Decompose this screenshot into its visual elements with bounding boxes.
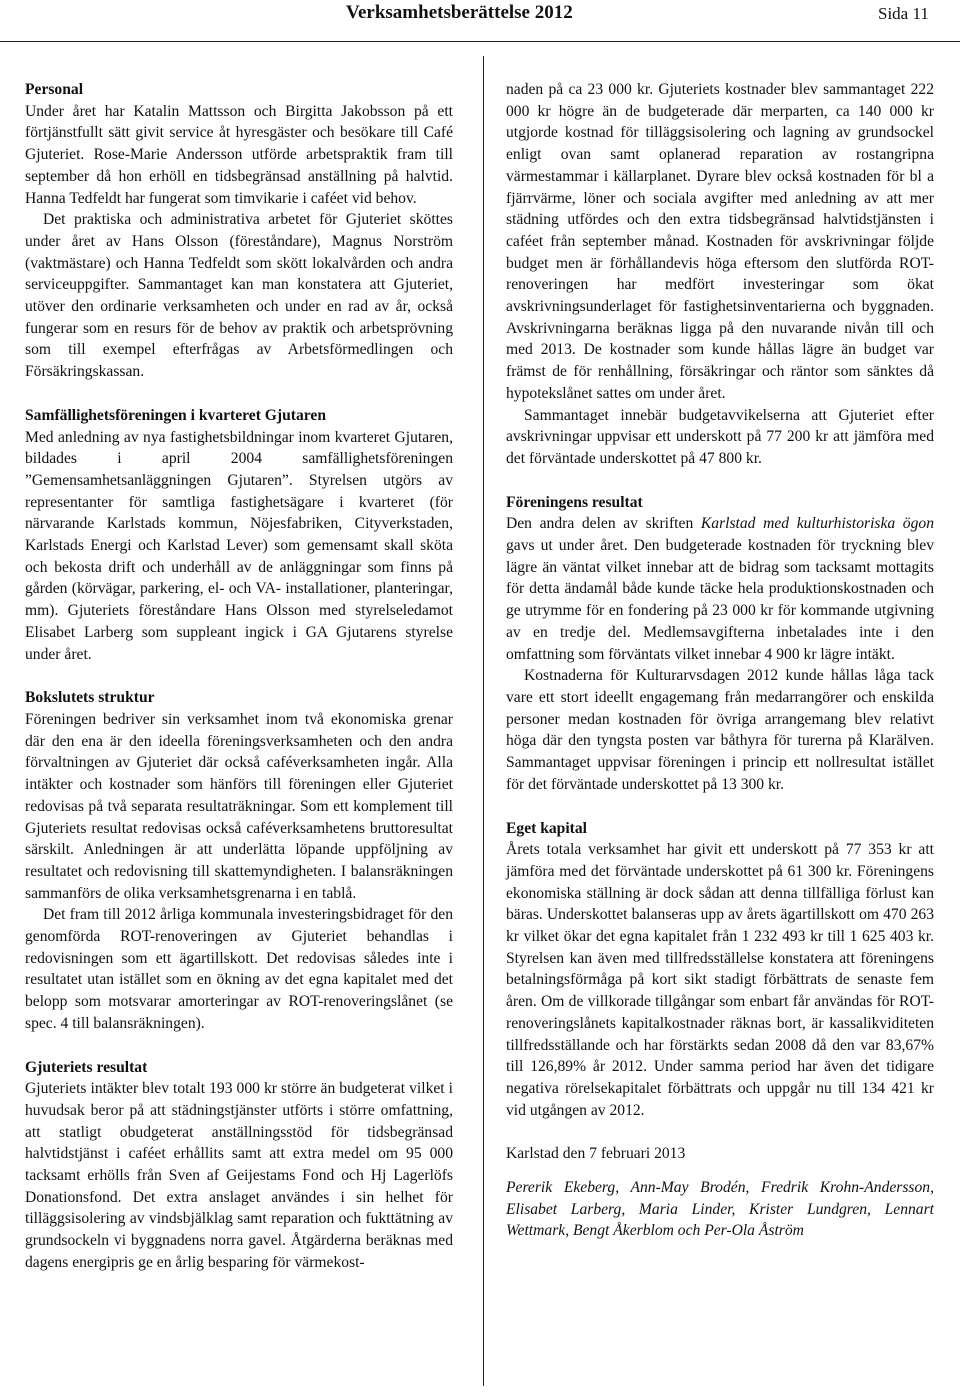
paragraph-personal-1: Under året har Katalin Mattsson och Birgitta Jakobsson på ett förtjänstfullt sätt givit service åt hyresgäster och besökare till Café Gjuteriet. Rose-Marie Andersson utförde arbetspraktik fram till september då hon erhöll en tidsbegränsad anställning på halvtid. Hanna Tedfeldt har fungerat som timvikarie i caféet vid behov. [25,102,453,207]
paragraph-gjuteriets-resultat-cont: naden på ca 23 000 kr. Gjuteriets kostnader blev sammantaget 222 000 kr högre än de budgeterade där merparten, ca 140 000 kr utgjorde kostnad för tilläggsisolering och lagning av grundsockel enligt ovan samt oplanerad reparation av rostangripna värmestammar i källarplanet. Dyrare blev också kostnaden för bl a fjärrvärme, löner och sociala avgifter med anledning av att mer städning utfördes och den extra tidsbegränsad halvtidstjänsten i caféet från september månad. Kostnaden för avskrivningar följde budget men är förhållandevis höga eftersom den slutförda ROT-renoveringen har medfört investeringar som ökat avskrivningsunderlaget för fastighetsinventarierna och byggnaden. Avskrivningarna beräknas ligga på den nuvarande nivån till och med 2013. De kostnader som kunde hållas lägre än budget var främst de för renhållning, försäkringar och räntor som sänktes då hypotekslånet sattes om under året. [506,81,934,402]
right-column [506,79,934,1242]
header-rule [0,41,960,42]
publication-title: Karlstad med kulturhistoriska ögon [700,515,934,533]
text-run: gavs ut under året. Den budgeterade kostnaden för tryckning blev lägre än väntat vilket innebar att de bidrag som tacksamt mottagits för detta ändamål både kunde täcke hela produktionskostnaden och ge utrymme för en fondering på 23 000 kr för kommande utgivning av en tredje del. Medlemsavgifterna inbetalades inte i den omfattning som förväntats vilket innebar 4 900 kr lägre intäkt. [506,537,934,663]
document-title: Verksamhetsberättelse 2012 [346,2,573,23]
paragraph-gjuteriets-resultat-1: Gjuteriets intäkter blev totalt 193 000 kr större än budgeterat vilket i huvudsak beror på att städningstjänster utförts i större omfattning, att statligt obudgeterat anställningsstöd för tidsbegränsad halvtidstjänst i caféet erhållits samt att extra medel om 95 000 tacksamt erhölls från Sven af Geijestams Fond och Hj Lagerlöfs Donationsfond. Det extra anslaget användes i sin helhet för tilläggsisolering av vindsbjälklag samt reparation och fukttätning av grundsockeln vi byggnadens norra gavel. Åtgärderna beräknas med dagens energipris ge en årlig besparing för värmekost- [25,1080,453,1271]
text-run: Den andra delen av skriften [506,515,701,533]
section-heading-foreningens-resultat: Föreningens resultat [506,493,643,511]
paragraph-eget-kapital-1: Årets totala verksamhet har givit ett underskott på 77 353 kr att jämföra med det förväntade underskottet på 61 300 kr. Föreningens ekonomiska ställning är dock sådan att denna tillfälliga förlust kan bäras. Underskottet balanseras upp av årets ägartillskott om 470 263 kr vilket ökar det egna kapitalet från 1 232 493 kr till 1 625 403 kr. Styrelsen kan även med tillfredsställelse konstatera att föreningens betalningsförmåga på kort sikt stadigt förbättrats de senaste fem åren. Om de villkorade tillgångar som enbart får användas för ROT-renoveringslånets kapitalkostnader räknas bort, är kassalikviditeten tillfredsställande och har förstärkts sedan 2008 då den var 83,67% till 126,89% år 2012. Under samma period har även det tidigare negativa rörelsekapitalet förbättrats och uppgår nu till 134 421 kr vid utgången av 2012. [506,841,934,1119]
place-and-date: Karlstad den 7 februari 2013 [506,1145,686,1163]
paragraph-bokslut-1: Föreningen bedriver sin verksamhet inom två ekonomiska grenar där den ena är den ideella föreningsverksamheten och den andra förvaltningen av Gjuteriet där också caféverksamheten ingår. Alla intäkter och kostnader som hänförs till föreningen eller Gjuteriet redovisas på två separata resultaträkningar. Som ett komplement till Gjuteriets resultat redovisas också caféverksamhetens bruttoresultat särskilt. Anledningen är att underlätta löpande uppföljning av resultatet och redovisning till skattemyndigheten. I balansräkningen sammanförs de olika verksamhetsgrenarna i en tablå. [25,710,453,902]
section-heading-bokslut: Bokslutets struktur [25,689,155,707]
column-divider [483,56,484,1386]
paragraph-foreningens-resultat-1 [506,513,934,665]
paragraph-foreningens-resultat-2: Kostnaderna för Kulturarvsdagen 2012 kunde hållas låga tack vare ett stort ideellt engagemang från medarrangörer och enskilda personer medan kostnaden för övriga arrangemang blev relativt höga där den tyngsta posten var båthyra för turerna på Klarälven. Sammantaget uppvisar föreningen i princip ett nollresultat istället för det förväntade underskottet på 13 300 kr. [506,667,934,793]
section-heading-samfallighet: Samfällighetsföreningen i kvarteret Gjutaren [25,406,327,424]
section-heading-personal: Personal [25,81,84,98]
section-heading-eget-kapital: Eget kapital [506,819,588,837]
section-heading-gjuteriets-resultat: Gjuteriets resultat [25,1058,148,1076]
page-number: Sida 11 [878,4,929,23]
paragraph-bokslut-2: Det fram till 2012 årliga kommunala investeringsbidraget för den genomförda ROT-renoveringen av Gjuteriet behandlas i redovisningen som ett ägartillskott. Det redovisas således inte i resultatet utan istället som en ökning av det egna kapitalet med det belopp som motsvarar amorteringar av ROT-renoveringslånet (se spec. 4 till balansräkningen). [25,906,453,1032]
signatures: Pererik Ekeberg, Ann-May Brodén, Fredrik Krohn-Andersson, Elisabet Larberg, Maria Linder, Krister Lundgren, Lennart Wettmark, Bengt Åkerblom och Per-Ola Åström [506,1179,934,1240]
page-header [0,0,960,48]
paragraph-samfallighet-1: Med anledning av nya fastighetsbildningar inom kvarteret Gjutaren, bildades i april 2004 samfällighetsföreningen ”Gemensamhetsanläggningen Gjutaren”. Styrelsen utgörs av representanter för samtliga fastighetsägare i kvarteret (för närvarande Karlstads kommun, Nöjesfabriken, Cityverkstaden, Karlstads Energi och Karlstad Lever) som gemensamt skall sköta och bekosta drift och underhåll av de anläggningar som finns på gården (körvägar, parkering, el- och VA- installationer, planteringar, mm). Gjuteriets föreståndare Hans Olsson med styrelseledamot Elisabet Larberg som suppleant ingick i GA Gjutarens styrelse under året. [25,428,453,663]
paragraph-gjuteriets-resultat-2: Sammantaget innebär budgetavvikelserna att Gjuteriet efter avskrivningar uppvisar ett underskott på 77 200 kr att jämföra med det förväntade underskottet på 47 800 kr. [506,406,934,467]
paragraph-personal-2: Det praktiska och administrativa arbetet för Gjuteriet sköttes under året av Hans Olsson (föreståndare), Magnus Norström (vaktmästare) och Hanna Tedfeldt som skött lokalvården och andra serviceuppgifter. Sammantaget kan man konstatera att Gjuteriet, utöver den ordinarie verksamheten och under en rad av år, också fungerar som en resurs för de behov av praktik och arbetsprövning som till exempel efterfrågas av Arbetsförmedlingen och Försäkringskassan. [25,211,453,381]
left-column [25,79,453,1274]
